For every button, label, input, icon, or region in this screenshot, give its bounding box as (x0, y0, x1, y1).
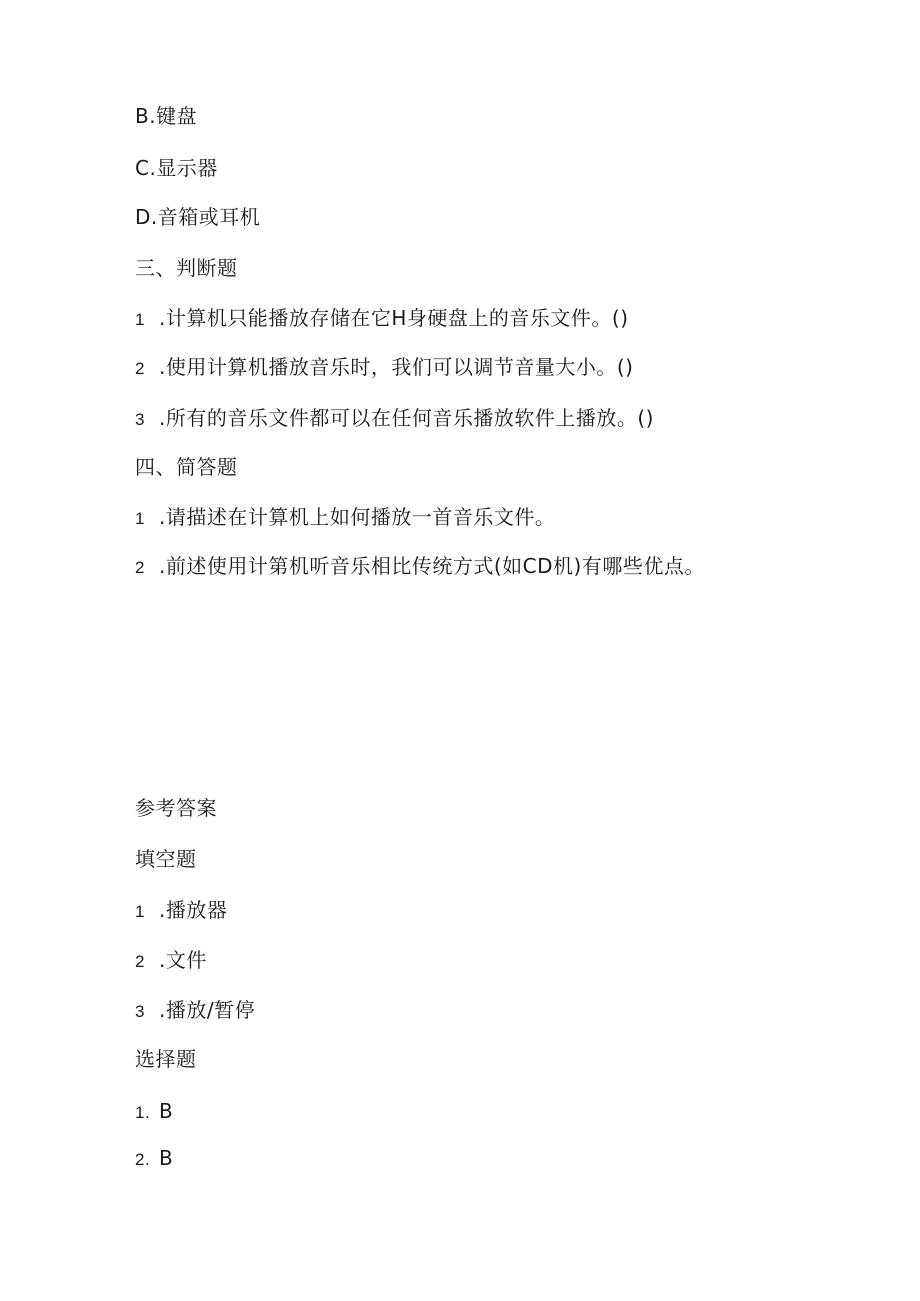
choice-answer (135, 1098, 173, 1126)
fill-heading: 填空题 (135, 847, 197, 871)
item-number: 2 (135, 558, 145, 577)
item-text: .前述使用计第机听音乐相比传统方式(如CD机)有哪些优点。 (159, 554, 705, 578)
item-number: 2 (135, 952, 145, 971)
item-number: 3 (135, 1002, 145, 1021)
item-text: .请描述在计算机上如何播放一首音乐文件。 (159, 505, 556, 529)
fill-answer (135, 897, 227, 925)
item-number: 1 (135, 310, 145, 329)
short-answer-item (135, 504, 555, 532)
item-text: .播放器 (159, 898, 228, 922)
judge-item (135, 405, 654, 433)
fill-answer (135, 997, 255, 1025)
item-number: 2. (135, 1150, 151, 1169)
item-number: 1 (135, 902, 145, 921)
short-answer-heading: 四、简答题 (135, 455, 238, 479)
item-text: .播放/暂停 (159, 998, 256, 1022)
judge-item (135, 305, 629, 333)
short-answer-item (135, 553, 705, 581)
option-c: C.显示器 (135, 156, 218, 180)
item-number: 2 (135, 359, 145, 378)
choice-heading: 选择题 (135, 1047, 197, 1071)
item-text: B (159, 1099, 174, 1123)
answers-heading: 参考答案 (135, 796, 217, 820)
item-text: .计算机只能播放存储在它H身硬盘上的音乐文件。() (159, 306, 629, 330)
fill-answer (135, 947, 207, 975)
judge-heading: 三、判断题 (135, 256, 238, 280)
item-number: 1 (135, 509, 145, 528)
option-d: D.音箱或耳机 (135, 205, 261, 229)
choice-answer (135, 1145, 173, 1173)
item-number: 3 (135, 410, 145, 429)
item-text: .使用计算机播放音乐时，我们可以调节音量大小。() (159, 355, 634, 379)
item-text: .所有的音乐文件都可以在任何音乐播放软件上播放。() (159, 406, 654, 430)
item-text: B (159, 1146, 174, 1170)
item-number: 1. (135, 1103, 151, 1122)
item-text: .文件 (159, 948, 207, 972)
option-b: B.键盘 (135, 104, 198, 128)
judge-item (135, 354, 633, 382)
